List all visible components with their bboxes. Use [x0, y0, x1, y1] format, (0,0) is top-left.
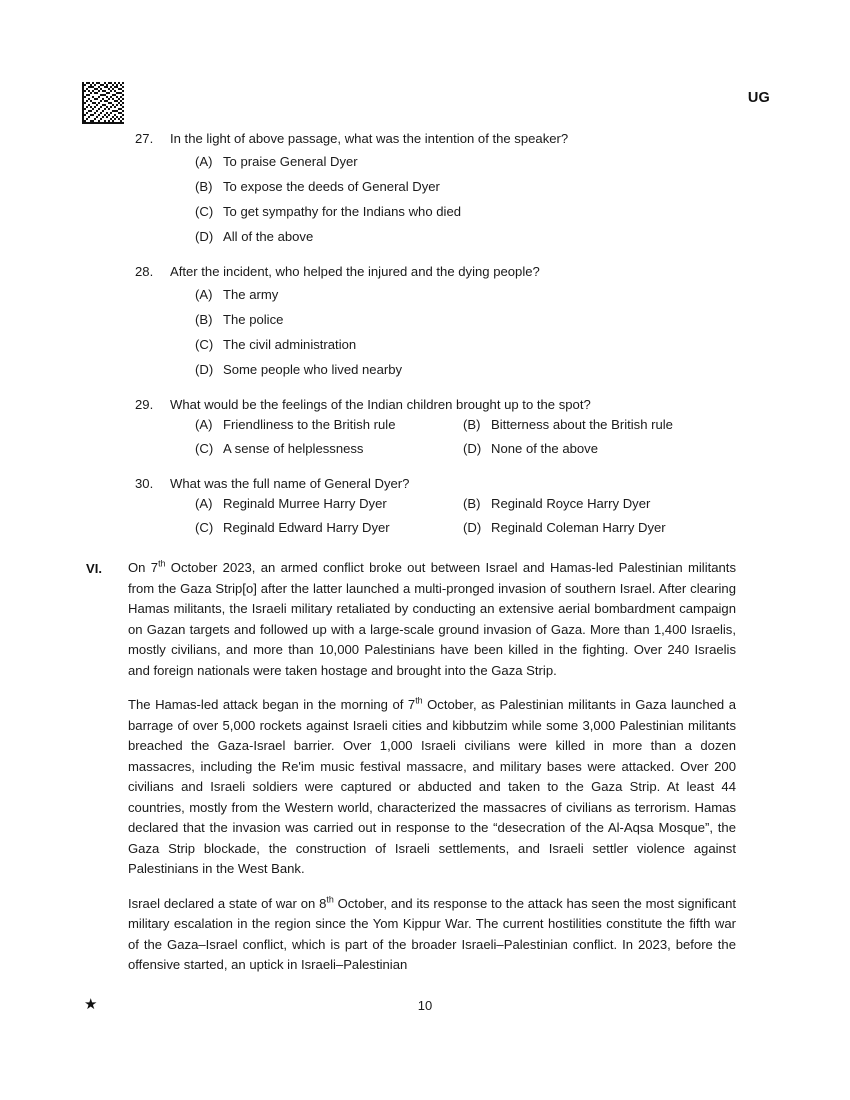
ordinal-superscript: th [326, 894, 334, 905]
option-text: A sense of helplessness [223, 441, 364, 456]
page-footer [0, 995, 850, 1019]
option-text: The civil administration [223, 337, 357, 352]
questions-list [0, 130, 850, 550]
option-text: Reginald Murree Harry Dyer [223, 496, 387, 511]
options-list [0, 286, 850, 378]
option-c[interactable] [0, 203, 850, 220]
option-text: To praise General Dyer [223, 154, 358, 169]
option-label: (B) [463, 496, 481, 511]
option-text: To get sympathy for the Indians who died [223, 204, 462, 219]
option-label: (A) [195, 417, 213, 432]
option-label: (B) [195, 179, 213, 194]
options-grid [0, 416, 850, 457]
paragraph-1-post: October 2023, an armed conflict broke out between Israel and Hamas-led Palestinian militants from the Gaza Strip[o] after the latter launched a multi-pronged invasion of southern Israel. After clearing Hamas militants, the Israeli military retaliated by conducting an extensive aerial bombardment campaign on Gazan targets and followed up with a large-scale ground invasion of Gaza. More than 1,400 Israelis, mostly civilians, and more than 10,000 Palestinians have been killed in the fighting. Over 240 Israelis and foreign nationals were taken hostage and brought into the Gaza Strip. [128, 560, 736, 678]
question-item-27 [0, 130, 850, 245]
option-label: (B) [195, 312, 213, 327]
question-number: 28. [135, 264, 154, 279]
question-text: In the light of above passage, what was the intention of the speaker? [170, 131, 569, 146]
question-heading [0, 263, 850, 280]
passage-paragraph-3 [128, 894, 736, 976]
option-b[interactable] [0, 178, 850, 195]
option-label: (D) [463, 441, 482, 456]
option-label: (A) [195, 496, 213, 511]
question-heading [0, 475, 850, 492]
paragraph-2-pre: The Hamas-led attack began in the morning of 7 [128, 697, 416, 712]
option-text: All of the above [223, 229, 314, 244]
question-item-30 [0, 475, 850, 536]
paragraph-2-post: October, as Palestinian militants in Gaza launched a barrage of over 5,000 rockets against Israeli cities and kibbutzim while some 3,000 Palestinian militants breached the Gaza-Israel barrier. Over 1,000 Israeli civilians were killed in more than a dozen massacres, including the Re'im music festival massacre, and military bases were attacked. Over 200 civilians and Israeli soldiers were captured or abducted and taken to the Gaza Strip. At least 44 countries, mostly from the Western world, characterized the massacres of civilians as terrorism. Hamas declared that the invasion was carried out in response to the “desecration of the Al-Aqsa Mosque”, the Gaza Strip blockade, the construction of Israeli settlements, and Israeli settler violence against Palestinians in the West Bank. [128, 697, 736, 876]
option-text: Reginald Royce Harry Dyer [491, 496, 651, 511]
option-text: Friendliness to the British rule [223, 417, 396, 432]
paragraph-1-pre: On 7 [128, 560, 159, 575]
ordinal-superscript: th [415, 695, 423, 706]
question-item-28 [0, 263, 850, 378]
passage-roman-numeral: VI. [86, 561, 103, 576]
exam-code-label: UG [747, 90, 770, 106]
paragraph-3-pre: Israel declared a state of war on 8 [128, 895, 327, 911]
option-d[interactable] [0, 228, 850, 245]
page-number: 10 [417, 998, 433, 1013]
option-label: (C) [195, 204, 214, 219]
option-text: The police [223, 312, 284, 327]
option-label: (D) [463, 520, 482, 535]
option-d[interactable] [0, 361, 850, 378]
option-label: (A) [195, 154, 213, 169]
option-label: (C) [195, 337, 214, 352]
passage-section-vi [0, 558, 850, 976]
option-c[interactable] [0, 336, 850, 353]
option-text: Reginald Coleman Harry Dyer [491, 520, 666, 535]
option-b[interactable] [463, 495, 733, 512]
question-heading [0, 396, 850, 413]
option-text: To expose the deeds of General Dyer [223, 179, 440, 194]
option-d[interactable] [463, 519, 733, 536]
option-label: (C) [195, 520, 214, 535]
option-a[interactable] [195, 416, 463, 433]
question-heading [0, 130, 850, 147]
question-number: 30. [135, 476, 154, 491]
option-text: The army [223, 287, 279, 302]
question-text: What would be the feelings of the Indian children brought up to the spot? [170, 397, 591, 412]
options-row [195, 416, 850, 433]
option-label: (D) [195, 229, 214, 244]
option-text: Bitterness about the British rule [491, 417, 673, 432]
option-text: None of the above [491, 441, 599, 456]
option-label: (A) [195, 287, 213, 302]
ordinal-superscript: th [158, 558, 166, 569]
passage-paragraph-1 [128, 558, 736, 681]
passage-body [128, 558, 736, 976]
question-text: What was the full name of General Dyer? [170, 476, 410, 491]
paragraph-3-post: October, and its response to the attack has seen the most significant military escalation in the region since the Yom Kippur War. The current hostilities constitute the fifth war of the Gaza–Israel conflict, which is part of the broader Israeli–Palestinian conflict. In 2023, before the offensive started, an uptick in Israeli–Palestinian [128, 895, 736, 972]
question-number: 27. [135, 131, 154, 146]
option-b[interactable] [0, 311, 850, 328]
option-label: (D) [195, 362, 214, 377]
option-c[interactable] [195, 440, 463, 457]
question-item-29 [0, 396, 850, 457]
option-label: (C) [195, 441, 214, 456]
passage-paragraph-2 [128, 695, 736, 880]
options-list [0, 153, 850, 245]
datamatrix-code-icon [82, 82, 124, 124]
option-d[interactable] [463, 440, 733, 457]
option-label: (B) [463, 417, 481, 432]
option-b[interactable] [463, 416, 733, 433]
question-number: 29. [135, 397, 154, 412]
option-a[interactable] [0, 286, 850, 303]
options-grid [0, 495, 850, 536]
option-text: Some people who lived nearby [223, 362, 403, 377]
option-text: Reginald Edward Harry Dyer [223, 520, 390, 535]
options-row [195, 495, 850, 512]
options-row [195, 519, 850, 536]
star-marker-icon: ★ [84, 996, 98, 1013]
option-a[interactable] [195, 495, 463, 512]
options-row [195, 440, 850, 457]
option-c[interactable] [195, 519, 463, 536]
option-a[interactable] [0, 153, 850, 170]
page-header [82, 78, 770, 126]
question-text: After the incident, who helped the injured and the dying people? [170, 264, 540, 279]
